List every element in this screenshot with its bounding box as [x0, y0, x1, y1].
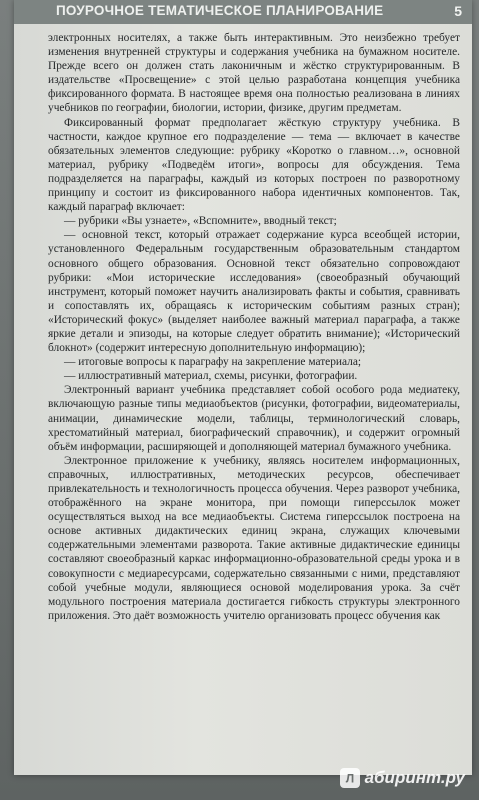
list-item: — основной текст, который отражает содержание курса всеобщей истории, установленного Федеральным государственным образовательным стандартом основного общего образования. Основной текст обязательно сопровождают рубрики: «Мои исторические исследования» (своеобразный обучающий инструмент, который поможет научить анализировать факты и события, сравнивать и сопоставлять их, обращаясь к историческим событиям разных стран); «Исторический фокус» (выделяет наиболее важный материал параграфа, а также яркие детали и эпизоды, на которые следует обратить внимание); «Исторический блокнот» (содержит интересную дополнительную информацию);	[48, 229, 460, 355]
page-body	[48, 31, 460, 623]
paragraph: Фиксированный формат предполагает жёсткую структуру учебника. В частности, каждое крупное его подразделение — тема — включает в качестве обязательных элементов следующие: рубрику «Коротко о главном…», основной материал, рубрику «Подведём итоги», вопросы для обсуждения. Тема подразделяется на параграфы, каждый из которых построен по разворотному принципу и состоит из фиксированного набора идентичных компонентов. Так, каждый параграф включает:	[48, 116, 460, 214]
paragraph: электронных носителях, а также быть интерактивным. Это неизбежно требует изменения внутренней структуры и содержания учебника на бумажном носителе. Прежде всего он должен стать лаконичным и жёстко структурированным. В издательстве «Просвещение» с этой целью разработана концепция учебника фиксированного формата. В настоящее время она полностью реализована в линиях учебников по географии, биологии, истории, физике, другим предметам.	[48, 32, 460, 115]
list-item: — рубрики «Вы узнаете», «Вспомните», вводный текст;	[64, 215, 337, 228]
svg-text:Л: Л	[345, 771, 354, 785]
labirint-logo-icon	[340, 768, 360, 788]
paragraph: Электронное приложение к учебнику, являясь носителем информационных, справочных, иллюстративных, методических ресурсов, обеспечивает привлекательность и технологичность процесса обучения. Через разворот учебника, отображённого на экране монитора, при помощи гиперссылок может осуществляться выход на все медиаобъекты. Система гиперссылок построена на основе активных дидактических единиц экрана, служащих ключевыми содержательными элементами разворота. Такие активные дидактические единицы составляют своеобразный каркас информационно-образовательной среды урока и в совокупности с медиаресурсами, содержательно связанными с ними, представляют собой учебные модули, являющиеся основой моделирования урока. За счёт модульного построения материала достигается гибкость структуры электронного приложения. Это даёт возможность учителю организовать процесс обучения как	[48, 454, 460, 622]
list-item: — итоговые вопросы к параграфу на закрепление материала;	[64, 356, 362, 369]
page-header	[14, 0, 472, 24]
header-title: ПОУРОЧНОЕ ТЕМАТИЧЕСКОЕ ПЛАНИРОВАНИЕ	[56, 3, 384, 18]
watermark-text: абиринт.ру	[364, 768, 465, 787]
page-number: 5	[454, 3, 462, 19]
labirint-watermark	[340, 768, 465, 788]
paragraph: Электронный вариант учебника представляет собой особого рода медиатеку, включающую разные типы медиаобъектов (рисунки, фотографии, видеоматериалы, анимации, динамические модели, таблицы, терминологический словарь, хрестоматийный материал, биографический справочник), и содержит огромный объём информации, расширяющей и дополняющей материал бумажного учебника.	[48, 384, 460, 453]
list-item: — иллюстративный материал, схемы, рисунки, фотографии.	[64, 370, 358, 383]
